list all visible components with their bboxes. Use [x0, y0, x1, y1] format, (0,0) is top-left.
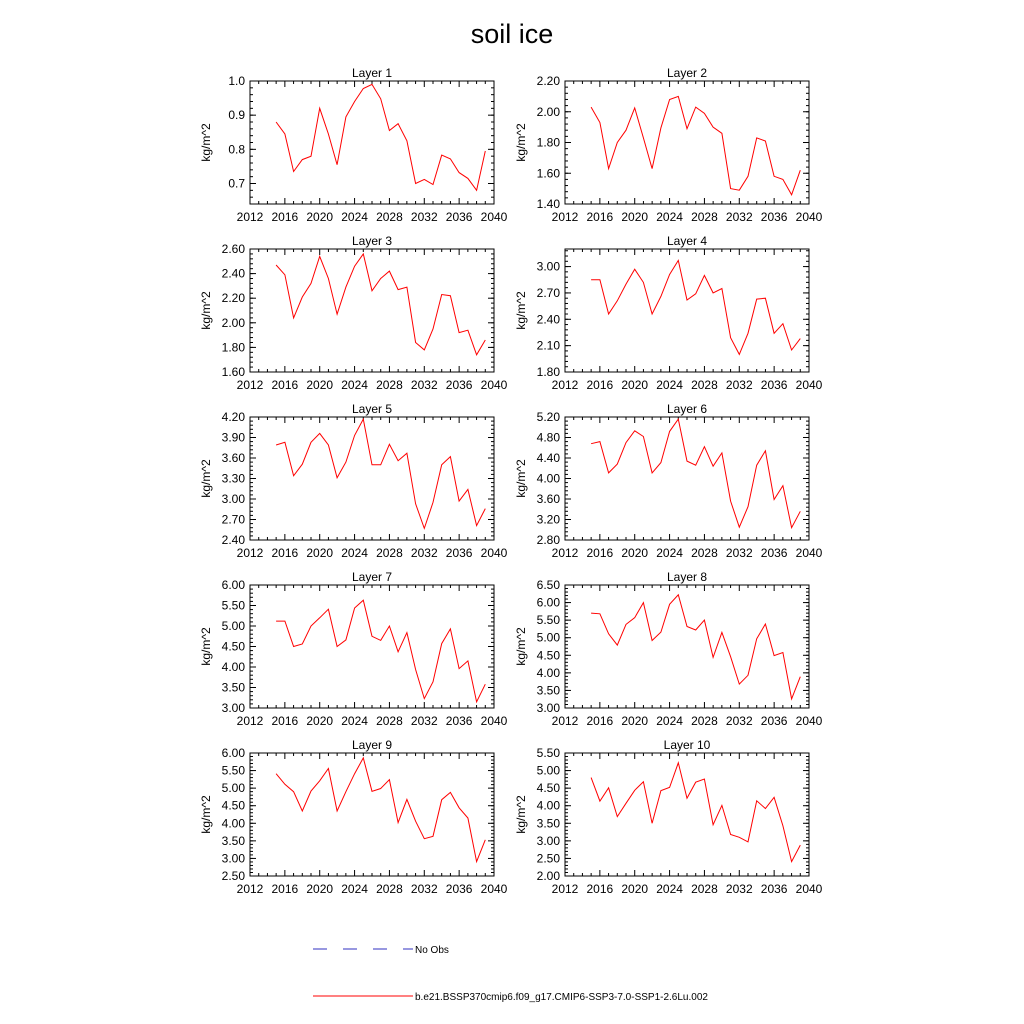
- series-line: [591, 96, 800, 194]
- series-line: [276, 600, 485, 702]
- x-tick-label: 2020: [621, 714, 649, 728]
- x-tick-label: 2040: [480, 546, 508, 560]
- x-tick-label: 2032: [725, 882, 753, 896]
- x-tick-label: 2024: [341, 546, 368, 560]
- x-tick-label: 2028: [691, 714, 718, 728]
- y-tick-label: 5.00: [536, 630, 560, 645]
- x-tick-label: 2032: [410, 882, 438, 896]
- y-tick-label: 1.80: [536, 135, 560, 150]
- y-tick-label: 6.00: [536, 595, 560, 610]
- plot-frame: [250, 753, 494, 876]
- y-tick-label: 2.20: [536, 74, 560, 88]
- y-tick-label: 5.50: [536, 746, 560, 760]
- x-tick-label: 2024: [656, 378, 683, 392]
- x-tick-label: 2024: [656, 714, 683, 728]
- x-tick-label: 2036: [760, 210, 788, 224]
- x-tick-label: 2012: [236, 714, 264, 728]
- x-tick-label: 2028: [376, 210, 403, 224]
- panel-title: Layer 2: [666, 66, 708, 80]
- x-tick-label: 2016: [271, 882, 299, 896]
- x-tick-label: 2024: [341, 882, 368, 896]
- x-tick-label: 2040: [480, 882, 508, 896]
- y-tick-label: 2.40: [221, 533, 245, 547]
- panel-title: Layer 10: [663, 738, 711, 752]
- y-tick-label: 5.50: [536, 613, 560, 628]
- legend: [313, 945, 708, 1003]
- chart-panel-layer-4: [514, 234, 823, 392]
- x-tick-label: 2032: [725, 378, 753, 392]
- x-tick-label: 2016: [586, 210, 614, 224]
- x-tick-label: 2036: [445, 546, 473, 560]
- y-tick-label: 4.80: [536, 430, 560, 445]
- chart-panel-layer-8: [514, 570, 823, 728]
- x-tick-label: 2020: [621, 378, 649, 392]
- series-line: [276, 84, 485, 190]
- y-tick-label: 1.80: [536, 365, 560, 379]
- y-tick-label: 3.00: [536, 259, 560, 274]
- x-tick-label: 2024: [341, 210, 368, 224]
- panel-title: Layer 5: [351, 402, 393, 416]
- x-tick-label: 2032: [410, 210, 438, 224]
- x-tick-label: 2020: [621, 882, 649, 896]
- x-tick-label: 2020: [621, 546, 649, 560]
- x-tick-label: 2028: [376, 378, 403, 392]
- x-tick-label: 2012: [236, 882, 264, 896]
- series-line: [276, 419, 485, 528]
- y-tick-label: 2.80: [536, 533, 560, 547]
- y-tick-label: 5.00: [221, 781, 245, 796]
- y-tick-label: 2.20: [221, 291, 245, 306]
- series-line: [276, 254, 485, 355]
- y-tick-label: 3.00: [221, 492, 245, 506]
- x-tick-label: 2040: [480, 378, 508, 392]
- y-tick-label: 4.50: [221, 798, 245, 813]
- y-tick-label: 4.00: [536, 798, 560, 813]
- x-tick-label: 2036: [445, 378, 473, 392]
- x-tick-label: 2028: [691, 882, 718, 896]
- y-tick-label: 2.10: [536, 338, 560, 353]
- y-axis-label: kg/m^2: [514, 123, 528, 162]
- y-tick-label: 2.00: [221, 315, 245, 330]
- x-tick-label: 2028: [691, 546, 718, 560]
- x-tick-label: 2028: [376, 546, 403, 560]
- x-tick-label: 2036: [445, 714, 473, 728]
- x-tick-label: 2012: [236, 210, 264, 224]
- y-tick-label: 2.50: [221, 869, 245, 883]
- y-tick-label: 4.00: [221, 660, 245, 674]
- y-tick-label: 3.50: [221, 833, 245, 848]
- y-tick-label: 5.00: [221, 619, 245, 633]
- x-tick-label: 2012: [551, 210, 579, 224]
- x-tick-label: 2016: [586, 378, 614, 392]
- x-tick-label: 2036: [445, 210, 473, 224]
- y-tick-label: 5.20: [536, 410, 560, 424]
- x-tick-label: 2020: [306, 378, 334, 392]
- chart-panel-layer-9: [199, 738, 508, 896]
- x-tick-label: 2040: [480, 714, 508, 728]
- x-tick-label: 2032: [410, 714, 438, 728]
- chart-panel-layer-7: [199, 570, 508, 728]
- y-tick-label: 0.9: [228, 108, 245, 123]
- y-tick-label: 3.50: [536, 683, 560, 698]
- y-tick-label: 3.00: [221, 851, 245, 866]
- y-tick-label: 4.00: [536, 665, 560, 680]
- x-tick-label: 2036: [760, 378, 788, 392]
- x-tick-label: 2040: [795, 714, 823, 728]
- series-line: [591, 595, 800, 699]
- y-axis-label: kg/m^2: [514, 795, 528, 834]
- x-tick-label: 2040: [795, 378, 823, 392]
- plot-frame: [565, 753, 809, 876]
- panel-title: Layer 8: [666, 570, 708, 584]
- chart-panel-layer-1: [199, 66, 508, 224]
- x-tick-label: 2012: [551, 546, 579, 560]
- y-tick-label: 1.40: [536, 197, 560, 211]
- x-tick-label: 2016: [586, 714, 614, 728]
- plot-frame: [565, 417, 809, 540]
- y-tick-label: 3.90: [221, 430, 245, 445]
- y-axis-label: kg/m^2: [199, 123, 213, 162]
- x-tick-label: 2024: [656, 882, 683, 896]
- y-tick-label: 4.50: [221, 639, 245, 654]
- panel-title: Layer 6: [666, 402, 708, 416]
- y-tick-label: 6.50: [536, 578, 560, 592]
- y-tick-label: 1.80: [221, 340, 245, 355]
- y-tick-label: 2.00: [536, 104, 560, 119]
- y-tick-label: 2.70: [536, 285, 560, 300]
- x-tick-label: 2040: [795, 546, 823, 560]
- y-tick-label: 3.00: [536, 701, 560, 715]
- x-tick-label: 2036: [445, 882, 473, 896]
- y-tick-label: 2.50: [536, 851, 560, 866]
- x-tick-label: 2040: [480, 210, 508, 224]
- x-tick-label: 2020: [306, 546, 334, 560]
- y-tick-label: 2.70: [221, 512, 245, 527]
- y-tick-label: 0.8: [228, 142, 245, 157]
- y-axis-label: kg/m^2: [514, 291, 528, 330]
- x-tick-label: 2020: [621, 210, 649, 224]
- panel-title: Layer 4: [666, 234, 708, 248]
- x-tick-label: 2028: [691, 378, 718, 392]
- y-tick-label: 2.40: [221, 266, 245, 281]
- y-tick-label: 0.7: [228, 176, 245, 191]
- legend-label-model-run: b.e21.BSSP370cmip6.f09_g17.CMIP6-SSP3-7.0-SSP1-2.6Lu.002: [415, 992, 708, 1003]
- x-tick-label: 2032: [410, 546, 438, 560]
- x-tick-label: 2028: [376, 714, 403, 728]
- x-tick-label: 2012: [551, 714, 579, 728]
- y-axis-label: kg/m^2: [514, 459, 528, 498]
- panel-title: Layer 7: [351, 570, 393, 584]
- x-tick-label: 2024: [656, 546, 683, 560]
- plot-frame: [250, 249, 494, 372]
- y-tick-label: 4.00: [536, 471, 560, 486]
- x-tick-label: 2036: [760, 882, 788, 896]
- chart-panel-layer-5: [199, 402, 508, 560]
- series-line: [591, 763, 800, 862]
- chart-panel-layer-10: [514, 738, 823, 896]
- y-axis-label: kg/m^2: [514, 627, 528, 666]
- chart-panel-layer-3: [199, 234, 508, 392]
- x-tick-label: 2028: [376, 882, 403, 896]
- legend-label-no-obs: No Obs: [415, 945, 449, 956]
- x-tick-label: 2012: [551, 378, 579, 392]
- y-tick-label: 1.60: [221, 365, 245, 379]
- y-tick-label: 5.00: [536, 763, 560, 778]
- plot-frame: [565, 249, 809, 372]
- y-tick-label: 3.50: [536, 816, 560, 831]
- y-tick-label: 3.20: [536, 512, 560, 527]
- series-line: [591, 419, 800, 528]
- x-tick-label: 2040: [795, 882, 823, 896]
- y-tick-label: 1.60: [536, 166, 560, 181]
- x-tick-label: 2016: [586, 546, 614, 560]
- x-tick-label: 2016: [271, 378, 299, 392]
- x-tick-label: 2024: [656, 210, 683, 224]
- y-tick-label: 6.00: [221, 578, 245, 592]
- chart-panel-layer-2: [514, 66, 823, 224]
- y-tick-label: 5.50: [221, 763, 245, 778]
- x-tick-label: 2012: [236, 546, 264, 560]
- y-tick-label: 3.00: [221, 701, 245, 715]
- x-tick-label: 2036: [760, 714, 788, 728]
- y-tick-label: 2.00: [536, 869, 560, 883]
- y-tick-label: 5.50: [221, 598, 245, 613]
- y-tick-label: 3.60: [221, 451, 245, 465]
- y-tick-label: 3.30: [221, 471, 245, 486]
- y-axis-label: kg/m^2: [199, 627, 213, 666]
- y-tick-label: 4.20: [221, 410, 245, 424]
- panel-title: Layer 1: [351, 66, 393, 80]
- series-line: [276, 758, 485, 862]
- chart-panel-layer-6: [514, 402, 823, 560]
- plot-frame: [565, 585, 809, 708]
- x-tick-label: 2020: [306, 714, 334, 728]
- y-tick-label: 4.50: [536, 648, 560, 663]
- y-tick-label: 1.0: [228, 74, 245, 88]
- x-tick-label: 2016: [271, 714, 299, 728]
- x-tick-label: 2016: [271, 546, 299, 560]
- panels: [199, 66, 823, 896]
- x-tick-label: 2040: [795, 210, 823, 224]
- panel-title: Layer 3: [351, 234, 393, 248]
- x-tick-label: 2032: [725, 210, 753, 224]
- y-tick-label: 4.40: [536, 451, 560, 465]
- y-axis-label: kg/m^2: [199, 291, 213, 330]
- x-tick-label: 2016: [271, 210, 299, 224]
- y-tick-label: 2.60: [221, 242, 245, 256]
- x-tick-label: 2032: [725, 714, 753, 728]
- y-tick-label: 3.50: [221, 680, 245, 695]
- plot-frame: [565, 81, 809, 204]
- series-line: [591, 260, 800, 354]
- x-tick-label: 2012: [551, 882, 579, 896]
- y-tick-label: 6.00: [221, 746, 245, 760]
- y-tick-label: 3.60: [536, 492, 560, 506]
- y-tick-label: 4.50: [536, 781, 560, 796]
- x-tick-label: 2024: [341, 714, 368, 728]
- x-tick-label: 2024: [341, 378, 368, 392]
- x-tick-label: 2012: [236, 378, 264, 392]
- x-tick-label: 2020: [306, 210, 334, 224]
- y-tick-label: 2.40: [536, 312, 560, 327]
- y-tick-label: 3.00: [536, 833, 560, 848]
- x-tick-label: 2028: [691, 210, 718, 224]
- y-tick-label: 4.00: [221, 816, 245, 831]
- x-tick-label: 2036: [760, 546, 788, 560]
- plot-frame: [250, 417, 494, 540]
- y-axis-label: kg/m^2: [199, 459, 213, 498]
- y-axis-label: kg/m^2: [199, 795, 213, 834]
- page-title: soil ice: [470, 19, 554, 49]
- x-tick-label: 2032: [410, 378, 438, 392]
- x-tick-label: 2032: [725, 546, 753, 560]
- panel-title: Layer 9: [351, 738, 393, 752]
- x-tick-label: 2016: [586, 882, 614, 896]
- x-tick-label: 2020: [306, 882, 334, 896]
- plot-frame: [250, 585, 494, 708]
